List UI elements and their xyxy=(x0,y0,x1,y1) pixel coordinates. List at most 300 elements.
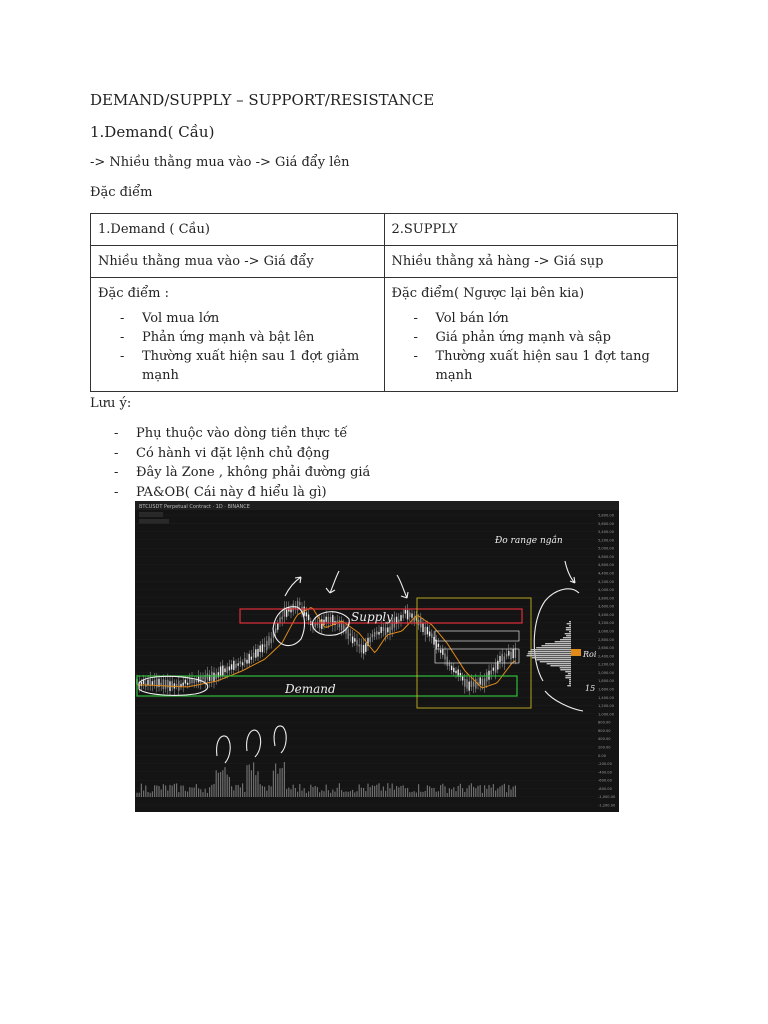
price-tick-label: -1,000.00 xyxy=(598,795,616,800)
volume-bar xyxy=(438,791,439,797)
volume-bar xyxy=(255,775,256,797)
volume-bar xyxy=(262,786,263,797)
volume-bar xyxy=(293,785,294,797)
candle-body xyxy=(504,656,505,663)
candle-body xyxy=(213,673,214,682)
candle-body xyxy=(497,661,498,670)
candle-body xyxy=(359,645,360,647)
candle-body xyxy=(475,679,476,689)
volume-bar xyxy=(200,789,201,797)
volume-bar xyxy=(244,792,245,797)
current-price-marker xyxy=(571,649,581,656)
candle-body xyxy=(330,617,331,622)
volume-bar xyxy=(418,784,419,797)
volume-bar xyxy=(202,792,203,797)
volume-bar xyxy=(145,785,146,797)
volume-bar xyxy=(480,785,481,797)
candle-body xyxy=(453,668,454,672)
candle-body xyxy=(200,676,201,683)
volume-bar xyxy=(136,793,137,797)
candle-body xyxy=(510,652,511,659)
price-tick-label: 1,400.00 xyxy=(598,695,615,700)
candle-body xyxy=(381,627,382,633)
volume-bar xyxy=(493,784,494,797)
volume-bar xyxy=(172,786,173,797)
volume-bar xyxy=(385,791,386,797)
supply-features-title: Đặc điểm( Ngược lại bên kia) xyxy=(391,286,585,301)
note-label: Lưu ý: xyxy=(90,396,132,411)
candle-body xyxy=(253,653,254,658)
candle-body xyxy=(222,666,223,676)
volume-bar xyxy=(502,785,503,797)
volume-bar xyxy=(299,784,300,797)
price-tick-label: 3,200.00 xyxy=(598,621,615,626)
volume-bar xyxy=(513,787,514,797)
volume-bar xyxy=(319,792,320,797)
volume-bar xyxy=(194,788,195,797)
candle-body xyxy=(277,623,278,630)
volume-bar xyxy=(436,792,437,797)
list-item: - Phụ thuộc vào dòng tiền thực tế xyxy=(114,424,370,444)
volume-bar xyxy=(141,784,142,797)
candle-body xyxy=(183,683,184,686)
candle-body xyxy=(339,620,340,627)
supply-annotation-label: Supply xyxy=(351,610,393,624)
volume-bar xyxy=(484,785,485,797)
candle-body xyxy=(462,676,463,680)
volume-bar xyxy=(264,787,265,797)
candle-body xyxy=(165,680,166,689)
list-item: - Vol bán lớn xyxy=(414,309,671,328)
list-item: - Đây là Zone , không phải đường giá xyxy=(114,463,370,483)
volume-bar xyxy=(389,788,390,797)
candle-body xyxy=(389,627,390,635)
volume-profile-bar xyxy=(536,647,571,648)
volume-bar xyxy=(266,791,267,797)
volume-bar xyxy=(497,788,498,797)
candle-body xyxy=(143,680,144,684)
candle-body xyxy=(378,632,379,635)
candle-body xyxy=(370,637,371,642)
candle-body xyxy=(429,632,430,637)
demand-annotation-label: Demand xyxy=(285,682,336,696)
volume-bar xyxy=(442,784,443,797)
candle-body xyxy=(293,604,294,612)
demand-features-title: Đặc điểm : xyxy=(98,286,169,301)
volume-bar xyxy=(464,792,465,797)
volume-bar xyxy=(482,793,483,797)
roi-annotation-label: Roi xyxy=(583,650,597,659)
volume-bar xyxy=(356,791,357,797)
volume-bar xyxy=(359,784,360,797)
volume-bar xyxy=(268,785,269,797)
volume-bar xyxy=(425,791,426,797)
candle-body xyxy=(282,617,283,620)
volume-bar xyxy=(449,788,450,797)
volume-bar xyxy=(301,791,302,797)
volume-bar xyxy=(284,762,285,797)
candle-body xyxy=(187,683,188,685)
candle-body xyxy=(425,627,426,635)
volume-bar xyxy=(279,768,280,797)
volume-profile-bar xyxy=(531,649,571,650)
volume-bar xyxy=(310,785,311,797)
volume-bar xyxy=(139,793,140,797)
price-tick-label: -1,200.00 xyxy=(598,803,616,808)
candle-body xyxy=(403,615,404,618)
volume-bar xyxy=(317,787,318,797)
candle-body xyxy=(488,671,489,680)
volume-bar xyxy=(251,770,252,797)
candle-body xyxy=(433,637,434,645)
volume-profile-bar xyxy=(569,625,571,626)
candle-body xyxy=(508,651,509,656)
volume-bar xyxy=(286,789,287,797)
volume-bar xyxy=(339,783,340,797)
candle-body xyxy=(376,631,377,634)
volume-bar xyxy=(238,785,239,797)
volume-bar xyxy=(332,790,333,797)
volume-bar xyxy=(515,786,516,797)
price-tick-label: 4,800.00 xyxy=(598,554,615,559)
candle-body xyxy=(249,654,250,664)
candle-body xyxy=(440,650,441,653)
volume-bar xyxy=(156,785,157,797)
candle-body xyxy=(473,682,474,687)
volume-bar xyxy=(277,774,278,797)
volume-bar xyxy=(392,784,393,797)
volume-bar xyxy=(396,786,397,797)
volume-bar xyxy=(161,789,162,797)
volume-bar xyxy=(229,777,230,797)
volume-bar xyxy=(495,791,496,797)
volume-profile-bar xyxy=(540,661,571,662)
table-header-demand: 1.Demand ( Cầu) xyxy=(91,214,385,246)
candle-body xyxy=(178,681,179,691)
volume-profile-bar xyxy=(567,623,571,624)
price-tick-label: 5,200.00 xyxy=(598,538,615,543)
price-tick-label: 3,000.00 xyxy=(598,629,615,634)
candle-body xyxy=(387,627,388,632)
price-tick-label: 4,200.00 xyxy=(598,579,615,584)
volume-bar xyxy=(330,793,331,797)
candle-body xyxy=(326,617,327,622)
candle-body xyxy=(220,666,221,675)
volume-bar xyxy=(354,792,355,797)
candle-body xyxy=(176,684,177,686)
candle-body xyxy=(438,644,439,647)
volume-bar xyxy=(398,787,399,797)
volume-bar xyxy=(458,786,459,797)
price-tick-label: 1,000.00 xyxy=(598,712,615,717)
volume-bar xyxy=(288,788,289,797)
volume-profile-bar xyxy=(565,675,571,676)
volume-profile-bar xyxy=(560,669,571,670)
volume-bar xyxy=(367,784,368,797)
volume-bar xyxy=(187,792,188,797)
candle-body xyxy=(418,620,419,625)
candle-body xyxy=(238,663,239,665)
candle-body xyxy=(266,641,267,650)
volume-profile-bar xyxy=(569,631,571,632)
volume-bar xyxy=(282,768,283,797)
volume-bar xyxy=(475,788,476,797)
candle-body xyxy=(493,668,494,671)
chart-background xyxy=(135,501,619,812)
volume-bar xyxy=(433,788,434,797)
demand-supply-table xyxy=(90,213,678,392)
volume-bar xyxy=(231,786,232,797)
candle-body xyxy=(235,664,236,668)
candle-body xyxy=(227,667,228,673)
volume-profile-bar xyxy=(565,671,571,672)
price-tick-label: 5,000.00 xyxy=(598,546,615,551)
volume-bar xyxy=(211,785,212,797)
price-tick-label: 3,400.00 xyxy=(598,612,615,617)
volume-bar xyxy=(185,791,186,797)
volume-bar xyxy=(321,790,322,797)
candle-body xyxy=(363,645,364,654)
candle-body xyxy=(194,680,195,683)
candle-body xyxy=(495,664,496,673)
volume-profile-bar xyxy=(566,627,571,628)
candle-body xyxy=(268,636,269,645)
price-tick-label: 5,800.00 xyxy=(598,513,615,518)
volume-bar xyxy=(508,785,509,797)
table-cell-demand-features xyxy=(91,278,385,392)
volume-bar xyxy=(477,786,478,797)
price-tick-label: 4,000.00 xyxy=(598,588,615,593)
volume-bar xyxy=(246,765,247,797)
chart-header-text: BTCUSDT Perpetual Contract · 1D · BINANCE xyxy=(139,504,250,510)
volume-bar xyxy=(183,786,184,797)
fifteen-annotation-label: 15 xyxy=(585,684,596,693)
price-tick-label: 0.00 xyxy=(598,753,607,758)
volume-bar xyxy=(178,792,179,797)
volume-bar xyxy=(216,770,217,797)
volume-bar xyxy=(451,789,452,797)
candle-body xyxy=(491,671,492,675)
candle-body xyxy=(427,627,428,634)
volume-bar xyxy=(420,792,421,797)
volume-bar xyxy=(453,787,454,797)
candle-body xyxy=(319,620,320,628)
volume-bar xyxy=(218,773,219,797)
volume-bar xyxy=(488,785,489,797)
volume-bar xyxy=(169,785,170,797)
volume-bar xyxy=(431,788,432,797)
list-item: - Vol mua lớn xyxy=(120,309,377,328)
table-cell-supply-features xyxy=(384,278,678,392)
candle-body xyxy=(499,656,500,662)
volume-bar xyxy=(154,785,155,797)
price-tick-label: 3,600.00 xyxy=(598,604,615,609)
candle-body xyxy=(486,672,487,681)
list-item: - Giá phản ứng mạnh và sập xyxy=(414,328,671,347)
volume-bar xyxy=(249,765,250,797)
price-tick-label: 4,600.00 xyxy=(598,563,615,568)
volume-bar xyxy=(499,787,500,797)
volume-bar xyxy=(158,786,159,797)
volume-bar xyxy=(361,788,362,797)
candle-body xyxy=(255,649,256,657)
candle-body xyxy=(299,602,300,605)
price-tick-label: 2,600.00 xyxy=(598,646,615,651)
price-tick-label: 3,800.00 xyxy=(598,596,615,601)
volume-profile-bar xyxy=(555,641,571,642)
candle-body xyxy=(163,679,164,689)
volume-bar xyxy=(240,787,241,797)
notes-list xyxy=(90,424,370,502)
candle-body xyxy=(231,664,232,669)
volume-bar xyxy=(191,788,192,797)
list-item: - PA&OB( Cái này đ hiểu là gì) xyxy=(114,483,370,503)
candle-body xyxy=(257,649,258,657)
volume-profile-bar xyxy=(541,645,571,646)
volume-bar xyxy=(352,790,353,797)
candle-body xyxy=(361,644,362,652)
volume-bar xyxy=(378,783,379,797)
candle-body xyxy=(431,634,432,638)
demand-features-list xyxy=(98,309,377,385)
candle-body xyxy=(152,681,153,685)
volume-bar xyxy=(227,775,228,797)
price-tick-label: 2,200.00 xyxy=(598,662,615,667)
candle-body xyxy=(442,649,443,654)
candle-body xyxy=(233,661,234,670)
candle-body xyxy=(482,679,483,686)
volume-bar xyxy=(334,792,335,797)
volume-bar xyxy=(207,793,208,797)
candle-body xyxy=(189,678,190,684)
chart-canvas xyxy=(135,501,619,812)
volume-bar xyxy=(440,785,441,797)
volume-bar xyxy=(167,790,168,797)
demand-description: -> Nhiều thằng mua vào -> Giá đẩy lên xyxy=(90,155,350,170)
volume-bar xyxy=(163,784,164,797)
volume-bar xyxy=(491,788,492,797)
volume-profile-bar xyxy=(528,651,571,652)
price-tick-label: 2,400.00 xyxy=(598,654,615,659)
volume-bar xyxy=(471,783,472,797)
volume-profile-bar xyxy=(566,635,571,636)
candle-body xyxy=(306,612,307,616)
features-label: Đặc điểm xyxy=(90,185,153,200)
volume-bar xyxy=(222,770,223,797)
volume-bar xyxy=(275,763,276,797)
volume-bar xyxy=(198,788,199,797)
volume-bar xyxy=(462,788,463,797)
candle-body xyxy=(264,644,265,647)
candle-body xyxy=(356,640,357,645)
volume-bar xyxy=(409,792,410,797)
candle-body xyxy=(271,638,272,643)
volume-bar xyxy=(341,790,342,797)
volume-bar xyxy=(469,785,470,797)
candle-body xyxy=(147,680,148,686)
volume-profile-bar xyxy=(563,637,571,638)
candle-body xyxy=(449,663,450,666)
section-heading-demand: 1.Demand( Cầu) xyxy=(90,123,215,141)
volume-bar xyxy=(348,792,349,797)
candle-body xyxy=(224,668,225,672)
volume-bar xyxy=(394,790,395,797)
volume-bar xyxy=(414,791,415,797)
candle-body xyxy=(506,654,507,657)
volume-bar xyxy=(205,789,206,797)
volume-bar xyxy=(196,784,197,797)
price-tick-label: 600.00 xyxy=(598,728,611,733)
supply-features-list xyxy=(392,309,671,385)
volume-profile-bar xyxy=(560,667,571,668)
volume-bar xyxy=(273,771,274,797)
volume-bar xyxy=(407,788,408,797)
volume-bar xyxy=(383,787,384,797)
volume-profile-bar xyxy=(528,653,571,654)
candle-body xyxy=(385,628,386,635)
volume-profile-bar xyxy=(568,673,571,674)
candle-body xyxy=(405,610,406,614)
volume-profile-bar xyxy=(565,633,571,634)
candle-body xyxy=(262,644,263,652)
price-tick-label: 400.00 xyxy=(598,737,611,742)
volume-profile-bar xyxy=(547,663,571,664)
candle-body xyxy=(411,614,412,618)
volume-bar xyxy=(152,791,153,797)
volume-bar xyxy=(444,786,445,797)
volume-bar xyxy=(209,787,210,797)
volume-bar xyxy=(350,791,351,797)
table-cell-demand-effect: Nhiều thằng mua vào -> Giá đẩy xyxy=(91,246,385,278)
annotated-price-chart-image xyxy=(135,501,619,812)
volume-bar xyxy=(337,788,338,797)
volume-bar xyxy=(506,792,507,797)
volume-bar xyxy=(370,787,371,797)
price-tick-label: -400.00 xyxy=(598,770,612,775)
candle-body xyxy=(469,682,470,691)
volume-bar xyxy=(233,790,234,797)
candle-body xyxy=(502,654,503,661)
candle-body xyxy=(161,683,162,686)
volume-bar xyxy=(143,791,144,797)
candle-body xyxy=(464,679,465,687)
candle-body xyxy=(407,610,408,619)
volume-bar xyxy=(447,793,448,797)
price-tick-label: 200.00 xyxy=(598,745,611,750)
price-tick-label: 5,400.00 xyxy=(598,530,615,535)
document-title: DEMAND/SUPPLY – SUPPORT/RESISTANCE xyxy=(90,91,435,109)
candle-body xyxy=(372,634,373,637)
volume-bar xyxy=(326,785,327,797)
candle-body xyxy=(422,624,423,632)
candle-body xyxy=(156,678,157,687)
price-tick-label: -800.00 xyxy=(598,786,612,791)
price-tick-label: 1,800.00 xyxy=(598,679,615,684)
volume-bar xyxy=(365,791,366,797)
price-tick-label: 4,400.00 xyxy=(598,571,615,576)
candle-body xyxy=(444,653,445,659)
volume-bar xyxy=(486,789,487,797)
volume-profile-bar xyxy=(527,655,571,656)
volume-bar xyxy=(306,793,307,797)
volume-bar xyxy=(235,785,236,797)
volume-bar xyxy=(295,788,296,797)
volume-bar xyxy=(271,786,272,797)
volume-profile-bar xyxy=(569,683,571,684)
candle-body xyxy=(348,629,349,639)
volume-bar xyxy=(416,792,417,797)
price-tick-label: 2,800.00 xyxy=(598,637,615,642)
